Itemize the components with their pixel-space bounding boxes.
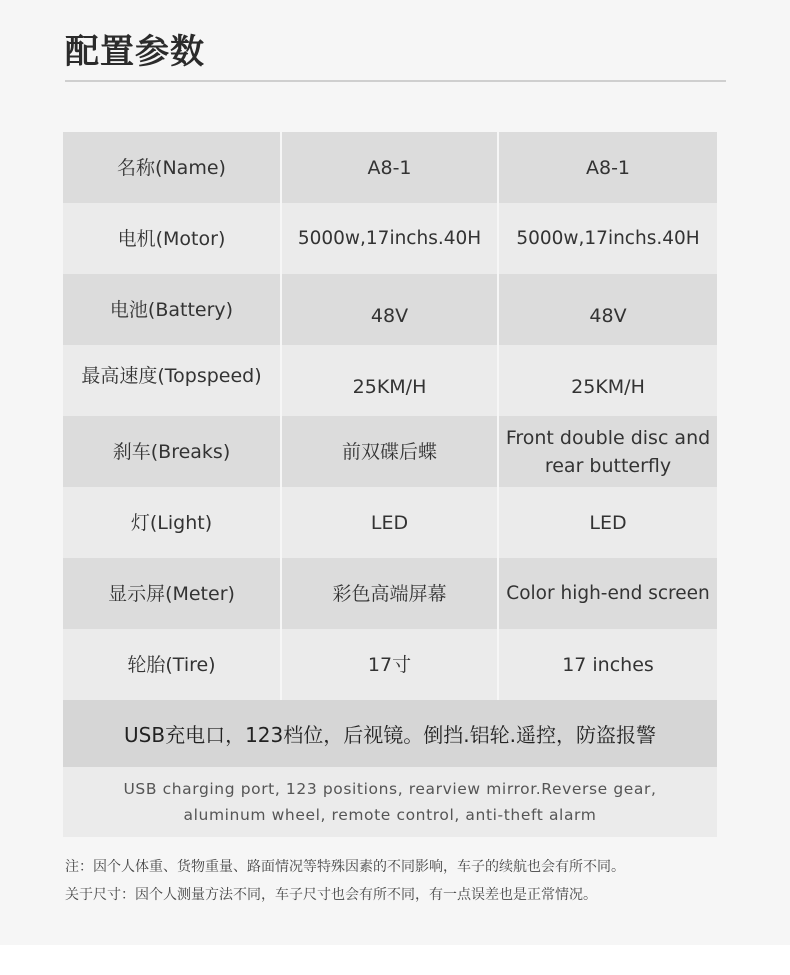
row-value-cn: 25KM/H (282, 345, 497, 416)
row-label: 刹车(Breaks) (63, 416, 280, 487)
table-row-motor (63, 203, 717, 274)
row-value-en: 48V (499, 274, 717, 345)
features-banner-cn: USB充电口，123档位，后视镜。倒挡.铝轮.遥控，防盗报警 (63, 700, 717, 767)
table-row-tire (63, 629, 717, 700)
row-value-en: 17 inches (499, 629, 717, 700)
features-text-en: USB charging port, 123 positions, rearview mirror.Reverse gear, aluminum wheel, remote control, anti-theft alarm (123, 780, 657, 824)
page-title: 配置参数 (65, 32, 205, 72)
row-label: 灯(Light) (63, 487, 280, 558)
spec-table (63, 132, 717, 700)
row-value-en: Front double disc and rear butterfly (499, 416, 717, 487)
features-banner-en (63, 767, 717, 837)
row-value-cn: A8-1 (282, 132, 497, 203)
table-row-name (63, 132, 717, 203)
row-value-en: LED (499, 487, 717, 558)
note-range: 注：因个人体重、货物重量、路面情况等特殊因素的不同影响，车子的续航也会有所不同。 (65, 859, 625, 875)
row-label: 轮胎(Tire) (63, 629, 280, 700)
row-label: 电机(Motor) (63, 203, 280, 274)
row-value-cn: 前双碟后蝶 (282, 416, 497, 487)
table-row-meter (63, 558, 717, 629)
row-value-cn: 48V (282, 274, 497, 345)
bottom-strip (0, 945, 790, 975)
note-size: 关于尺寸：因个人测量方法不同，车子尺寸也会有所不同，有一点误差也是正常情况。 (65, 887, 597, 903)
row-value-cn: 17寸 (282, 629, 497, 700)
table-row-battery (63, 274, 717, 345)
row-value-en: 5000w,17inchs.40H (499, 203, 717, 274)
table-row-light (63, 487, 717, 558)
row-label: 显示屏(Meter) (63, 558, 280, 629)
row-label: 最高速度(Topspeed) (63, 345, 280, 416)
row-value-cn: 5000w,17inchs.40H (282, 203, 497, 274)
row-value-en: Color high-end screen (499, 558, 717, 629)
title-divider (65, 80, 726, 82)
table-row-breaks (63, 416, 717, 487)
row-label: 名称(Name) (63, 132, 280, 203)
table-row-topspeed (63, 345, 717, 416)
row-value-cn: 彩色高端屏幕 (282, 558, 497, 629)
row-value-en: A8-1 (499, 132, 717, 203)
row-value-en: 25KM/H (499, 345, 717, 416)
row-value-cn: LED (282, 487, 497, 558)
row-label: 电池(Battery) (63, 274, 280, 345)
